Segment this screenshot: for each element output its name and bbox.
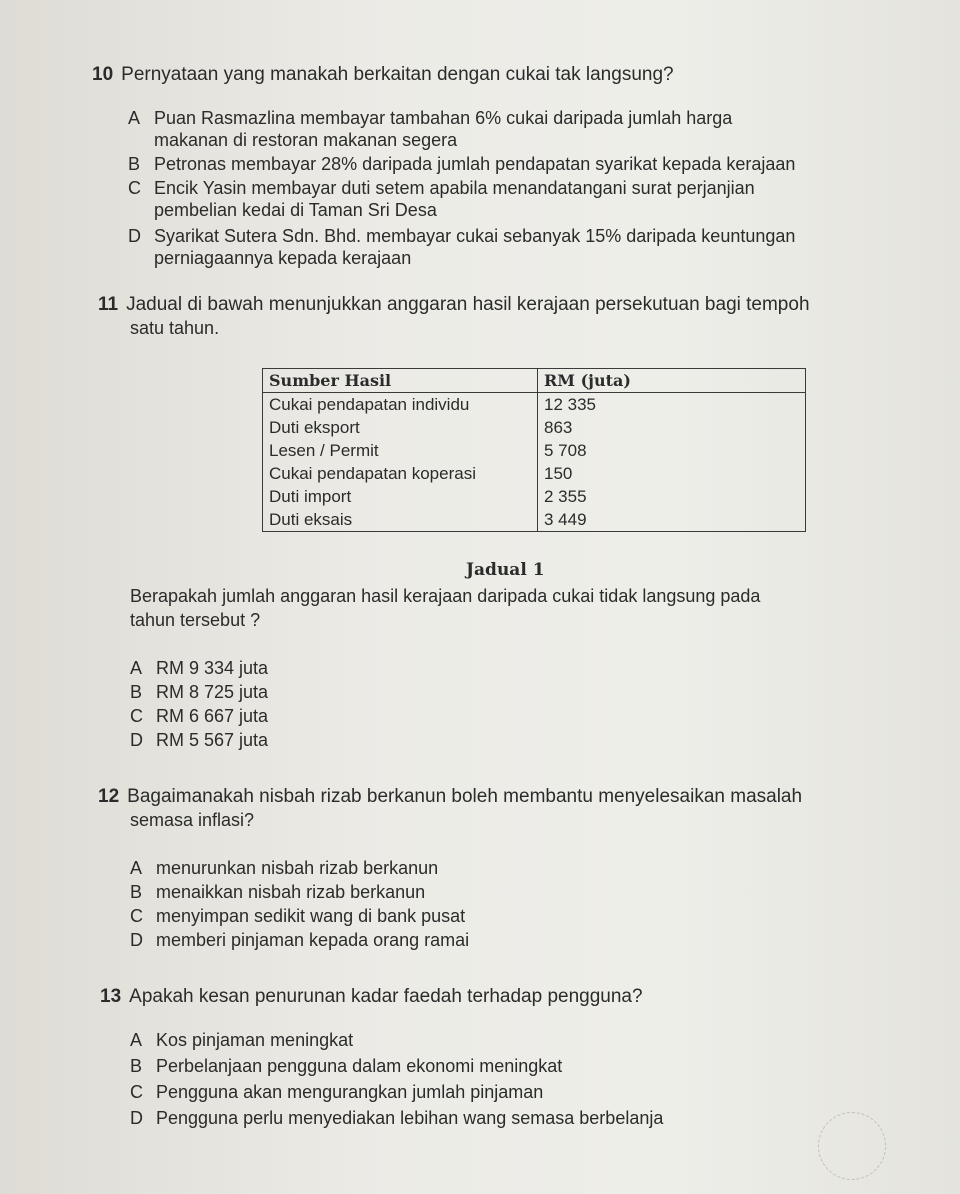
option-11-a[interactable] — [130, 656, 268, 680]
option-13-d[interactable] — [130, 1106, 663, 1130]
option-letter: A — [130, 658, 143, 678]
cell-amount: 863 — [538, 416, 806, 439]
question-text: Bagaimanakah nisbah rizab berkanun boleh membantu menyelesaikan masalah — [127, 786, 803, 807]
option-12-c[interactable] — [130, 904, 465, 928]
option-text: Puan Rasmazlina membayar tambahan 6% cukai daripada jumlah harga — [154, 108, 733, 128]
option-12-a[interactable] — [130, 856, 438, 880]
option-text: Perbelanjaan pengguna dalam ekonomi meningkat — [156, 1056, 563, 1076]
option-letter: D — [130, 730, 143, 750]
option-text: menurunkan nisbah rizab berkanun — [156, 858, 439, 878]
question-text-line2: tahun tersebut ? — [130, 610, 261, 630]
table-caption: Jadual 1 — [466, 560, 545, 580]
question-number: 10 — [92, 64, 114, 85]
table-row — [263, 508, 806, 532]
faint-stamp-icon — [818, 1112, 886, 1180]
option-10-a-line2: makanan di restoran makanan segera — [154, 130, 458, 150]
question-number: 13 — [100, 986, 122, 1007]
option-13-a[interactable] — [130, 1028, 353, 1052]
option-text: memberi pinjaman kepada orang ramai — [156, 930, 470, 950]
option-10-b[interactable] — [128, 152, 795, 176]
option-letter: B — [130, 882, 143, 902]
table-row — [263, 416, 806, 439]
option-letter: A — [128, 108, 141, 128]
option-letter: C — [130, 906, 143, 926]
option-text: Syarikat Sutera Sdn. Bhd. membayar cukai sebanyak 15% daripada keuntungan — [154, 226, 796, 246]
option-letter: C — [130, 1082, 143, 1102]
option-letter: D — [128, 226, 141, 246]
option-11-b[interactable] — [130, 680, 268, 704]
option-letter: A — [130, 1030, 143, 1050]
question-text: Apakah kesan penurunan kadar faedah terhadap pengguna? — [129, 986, 643, 1007]
option-letter: D — [130, 930, 143, 950]
option-11-d[interactable] — [130, 728, 268, 752]
cell-amount: 2 355 — [538, 485, 806, 508]
question-12 — [98, 784, 802, 810]
table-row — [263, 439, 806, 462]
table-row — [263, 485, 806, 508]
header-source: Sumber Hasil — [263, 369, 538, 393]
cell-amount: 150 — [538, 462, 806, 485]
option-letter: C — [130, 706, 143, 726]
option-12-d[interactable] — [130, 928, 469, 952]
option-10-c[interactable] — [128, 176, 755, 200]
option-text: Pengguna perlu menyediakan lebihan wang semasa berbelanja — [156, 1108, 664, 1128]
option-text: Petronas membayar 28% daripada jumlah pendapatan syarikat kepada kerajaan — [154, 154, 796, 174]
cell-amount: 3 449 — [538, 508, 806, 532]
cell-source: Duti eksport — [263, 416, 538, 439]
option-13-b[interactable] — [130, 1054, 562, 1078]
cell-amount: 12 335 — [538, 393, 806, 417]
option-10-a[interactable] — [128, 106, 732, 130]
option-text: menyimpan sedikit wang di bank pusat — [156, 906, 466, 926]
option-letter: D — [130, 1108, 143, 1128]
option-letter: B — [128, 154, 141, 174]
option-text: Pengguna akan mengurangkan jumlah pinjaman — [156, 1082, 544, 1102]
option-13-c[interactable] — [130, 1080, 543, 1104]
option-letter: C — [128, 178, 141, 198]
cell-amount: 5 708 — [538, 439, 806, 462]
option-12-b[interactable] — [130, 880, 425, 904]
option-text: RM 8 725 juta — [156, 682, 269, 702]
question-text-line2: semasa inflasi? — [130, 810, 255, 830]
option-text: RM 5 567 juta — [156, 730, 269, 750]
option-text: RM 6 667 juta — [156, 706, 269, 726]
cell-source: Duti eksais — [263, 508, 538, 532]
cell-source: Cukai pendapatan koperasi — [263, 462, 538, 485]
option-letter: B — [130, 1056, 143, 1076]
table-header-row — [263, 369, 806, 393]
question-intro: Jadual di bawah menunjukkan anggaran hasil kerajaan persekutuan bagi tempoh — [126, 294, 810, 315]
option-10-d-line2: perniagaannya kepada kerajaan — [154, 248, 412, 268]
table-row — [263, 393, 806, 417]
question-text: Pernyataan yang manakah berkaitan dengan cukai tak langsung? — [121, 64, 674, 85]
option-10-d[interactable] — [128, 224, 795, 248]
option-text: menaikkan nisbah rizab berkanun — [156, 882, 426, 902]
option-letter: B — [130, 682, 143, 702]
question-text: Berapakah jumlah anggaran hasil kerajaan daripada cukai tidak langsung pada — [130, 586, 761, 606]
question-number: 11 — [98, 294, 119, 315]
cell-source: Lesen / Permit — [263, 439, 538, 462]
option-text: Kos pinjaman meningkat — [156, 1030, 354, 1050]
question-intro-line2: satu tahun. — [130, 318, 220, 338]
question-number: 12 — [98, 786, 120, 807]
cell-source: Duti import — [263, 485, 538, 508]
question-10 — [92, 62, 674, 88]
option-11-c[interactable] — [130, 704, 268, 728]
option-letter: A — [130, 858, 143, 878]
cell-source: Cukai pendapatan individu — [263, 393, 538, 417]
option-text: Encik Yasin membayar duti setem apabila menandatangani surat perjanjian — [154, 178, 755, 198]
header-amount: RM (juta) — [538, 369, 806, 393]
table-row — [263, 462, 806, 485]
option-text: RM 9 334 juta — [156, 658, 269, 678]
option-10-c-line2: pembelian kedai di Taman Sri Desa — [154, 200, 437, 220]
question-11 — [98, 292, 810, 318]
revenue-table — [262, 368, 806, 532]
question-13 — [100, 984, 643, 1010]
